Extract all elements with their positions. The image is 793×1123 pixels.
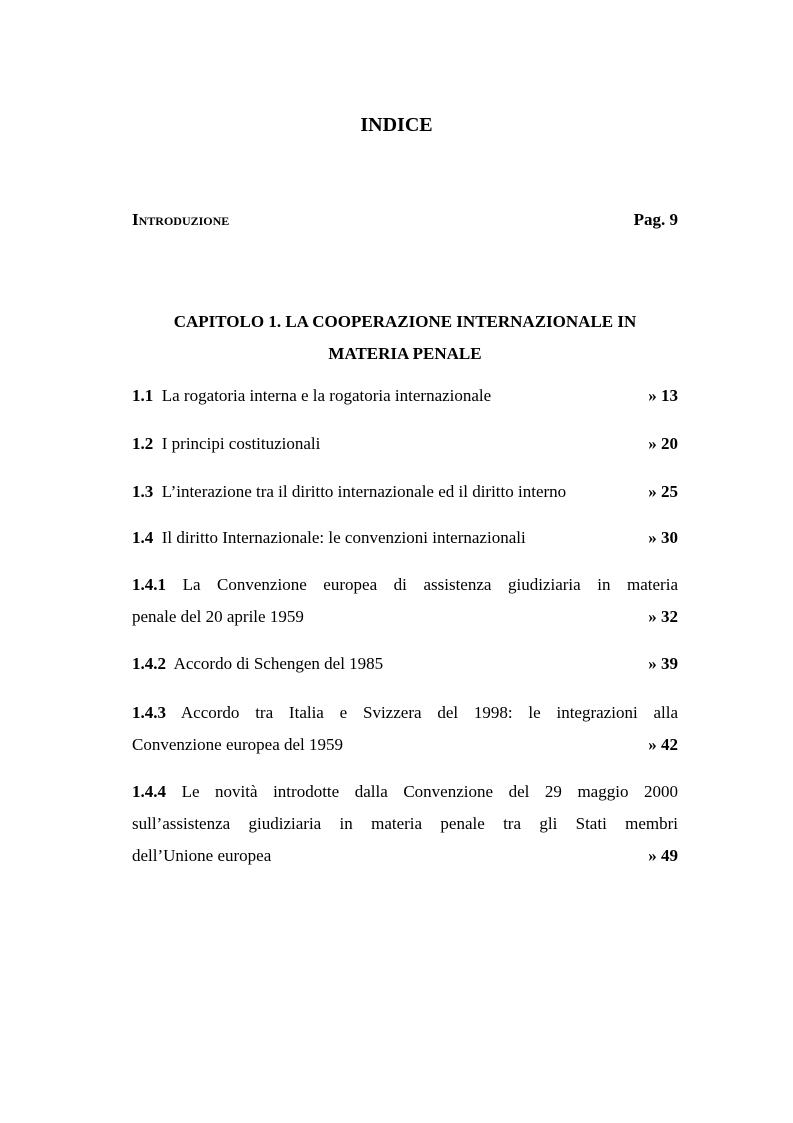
entry-page: » 20	[648, 434, 678, 453]
entry-line	[132, 697, 678, 729]
entry-title-line1: Accordo tra Italia e Svizzera del 1998: le integrazioni alla	[180, 703, 679, 722]
entry-number: 1.4.1	[132, 575, 166, 594]
entry-number: 1.2	[132, 434, 154, 453]
toc-entry-1-4-1[interactable]	[132, 569, 678, 633]
entry-title: I principi costituzionali	[161, 434, 321, 453]
toc-entry-1-2[interactable]	[132, 428, 678, 460]
entry-number: 1.4.2	[132, 654, 166, 673]
entry-number: 1.3	[132, 482, 154, 501]
entry-page: » 30	[648, 528, 678, 547]
page-title: INDICE	[360, 114, 433, 136]
intro-label: Introduzione	[132, 210, 230, 229]
toc-entry-1-3[interactable]	[132, 476, 678, 508]
entry-page: » 25	[648, 482, 678, 501]
entry-number: 1.4.3	[132, 703, 166, 722]
entry-page: » 13	[648, 386, 678, 405]
toc-intro-row[interactable]	[132, 210, 678, 230]
entry-line	[132, 569, 678, 601]
chapter-heading-line1: CAPITOLO 1. LA COOPERAZIONE INTERNAZIONALE IN	[173, 312, 637, 331]
toc-entry-1-4-2[interactable]	[132, 648, 678, 680]
chapter-heading-line2: MATERIA PENALE	[328, 344, 482, 363]
entry-title-line3: dell’Unione europea	[132, 846, 272, 865]
entry-title: La rogatoria interna e la rogatoria internazionale	[161, 386, 492, 405]
chapter-heading	[132, 306, 678, 370]
entry-title: Il diritto Internazionale: le convenzioni internazionali	[161, 528, 526, 547]
entry-number: 1.1	[132, 386, 154, 405]
entry-page: » 39	[648, 654, 678, 673]
entry-title: L’interazione tra il diritto internazionale ed il diritto interno	[161, 482, 567, 501]
entry-title-line2: Convenzione europea del 1959	[132, 735, 344, 754]
entry-number: 1.4	[132, 528, 154, 547]
toc-entry-1-1[interactable]	[132, 380, 678, 412]
toc-entry-1-4-4[interactable]	[132, 776, 678, 872]
entry-page: » 42	[648, 735, 678, 754]
toc-entry-1-4[interactable]	[132, 522, 678, 554]
entry-number: 1.4.4	[132, 782, 166, 801]
intro-page: Pag. 9	[633, 210, 678, 229]
entry-title-line1: Le novità introdotte dalla Convenzione del 29 maggio 2000	[181, 782, 678, 801]
toc-entry-1-4-3[interactable]	[132, 697, 678, 761]
entry-title-line2: sull’assistenza giudiziaria in materia penale tra gli Stati membri	[132, 814, 678, 833]
entry-line	[132, 776, 678, 808]
entry-title-line2: penale del 20 aprile 1959	[132, 607, 304, 626]
entry-title-line1: La Convenzione europea di assistenza giudiziaria in materia	[182, 575, 678, 594]
entry-page: » 32	[648, 607, 678, 626]
entry-title: Accordo di Schengen del 1985	[173, 654, 384, 673]
entry-page: » 49	[648, 846, 678, 865]
